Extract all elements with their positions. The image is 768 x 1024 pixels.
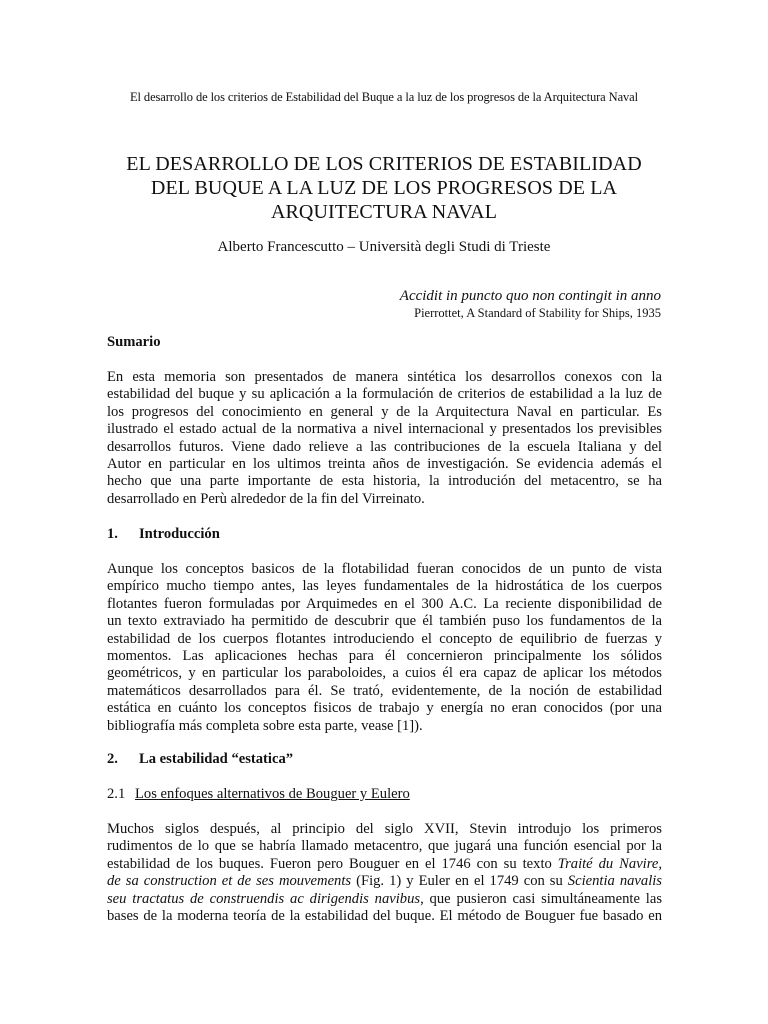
epigraph-quote: Accidit in puncto quo non contingit in anno	[399, 288, 661, 304]
running-header: El desarrollo de los criterios de Estabilidad del Buque a la luz de los progresos de la Arquitectura Naval	[130, 90, 638, 104]
text-line: bibliografía más completa sobre esta parte, vease [1]).	[107, 717, 423, 734]
section-number: 2.	[107, 751, 118, 767]
text-run: , que pusieron casi simultáneamente las	[420, 890, 663, 907]
text-line	[107, 856, 662, 873]
text-run: (Fig. 1) y Euler en el 1749 con su	[351, 873, 568, 890]
text-line: desarrollado en Perù alrededor de la fin del Virreinato.	[107, 490, 425, 507]
text-line	[107, 838, 662, 855]
subsection-2-1-heading	[107, 786, 410, 803]
text-run: Muchos siglos después, al principio del siglo XVII, Stevin introdujo los primeros	[107, 821, 662, 837]
text-run: estabilidad de los buques. Fueron pero Bouguer en el 1746 con su texto	[107, 855, 558, 872]
sumario-heading: Sumario	[107, 334, 161, 350]
text-line: Autor en particular en los ultimos treinta años de investigación. Se evidencia además el	[107, 455, 662, 472]
title-line: EL DESARROLLO DE LOS CRITERIOS DE ESTABILIDAD	[126, 153, 642, 175]
section-title: La estabilidad “estatica”	[139, 751, 294, 767]
text-run: rudimentos de lo que se habría llamado metacentro, que jugará una función esencial por la	[107, 838, 662, 855]
text-line: estática en cuánto los conceptos fisicos de trabajo y energía no eran conocidos (por una	[107, 700, 662, 717]
text-line: Aunque los conceptos basicos de la flotabilidad fueran conocidos de un punto de vista	[107, 561, 662, 577]
text-line: geométricos, y en particular los paraboloides, a cuios él era capaz de aplicar los métodos	[107, 665, 662, 682]
section-number: 1.	[107, 526, 118, 542]
text-line: ilustrado el estado actual de la normativa a nivel internacional y presentados los previsibles	[107, 421, 662, 438]
italic-text: Scientia navalis	[567, 873, 662, 890]
text-line	[107, 908, 662, 925]
document-title	[80, 152, 688, 224]
sumario-paragraph	[107, 369, 662, 508]
text-line: momentos. Las aplicaciones hechas para él concernieron principalmente los sólidos	[107, 647, 662, 664]
text-line	[107, 821, 662, 838]
text-run: bases de la moderna teoría de la estabilidad del buque. El método de Bouguer fue basado en	[107, 907, 662, 924]
title-line: DEL BUQUE A LA LUZ DE LOS PROGRESOS DE LA	[150, 177, 618, 199]
text-line: flotantes fueron formuladas por Arquimedes en el 300 A.C. La reciente disponibilidad de	[107, 595, 662, 612]
section-2-paragraph	[107, 821, 662, 925]
text-line: un texto extraviado ha permitido de descubrir que él también puso los fundamentos de la	[107, 613, 662, 630]
section-2-heading	[107, 751, 293, 768]
section-1-heading	[107, 526, 220, 543]
author-line: Alberto Francescutto – Università degli Studi di Trieste	[217, 239, 551, 255]
text-line: En esta memoria son presentados de manera sintética los desarrollos conexos con la	[107, 369, 662, 385]
italic-text: Traité du Navire,	[557, 855, 662, 872]
text-line: los progresos del conocimiento en general y de la Arquitectura Naval en particular. Es	[107, 403, 662, 420]
title-line: ARQUITECTURA NAVAL	[270, 201, 498, 223]
section-title: Introducción	[139, 526, 220, 542]
text-line: matemáticos desarrollados para él. Se trató, evidentemente, de la noción de estabilidad	[107, 682, 662, 699]
introduction-paragraph	[107, 561, 662, 735]
text-line: desarrollos futuros. Viene dado relieve a las contribuciones de la escuela Italiana y del	[107, 438, 662, 455]
text-line	[107, 891, 662, 908]
epigraph-attribution: Pierrottet, A Standard of Stability for Ships, 1935	[414, 306, 661, 320]
text-line: estabilidad de los cuerpos flotantes introduciendo el concepto de equilibrio de fuerzas y	[107, 630, 662, 647]
text-line: hecho que una parte importante de esta historia, la introdución del metacentro, se ha	[107, 473, 662, 490]
text-line: empírico mucho tiempo antes, las leyes fundamentales de la hidrostática de los cuerpos	[107, 578, 662, 595]
text-line: estabilidad del buque y su aplicación a la formulación de criterios de estabilidad a la luz de	[107, 386, 662, 403]
italic-text: de sa construction et de ses mouvements	[107, 873, 352, 890]
epigraph	[400, 287, 661, 321]
text-line	[107, 873, 662, 890]
subsection-title: Los enfoques alternativos de Bouguer y Eulero	[135, 786, 410, 802]
subsection-number: 2.1	[107, 786, 126, 802]
italic-text: seu tractatus de construendis ac dirigendis navibus	[107, 890, 421, 907]
